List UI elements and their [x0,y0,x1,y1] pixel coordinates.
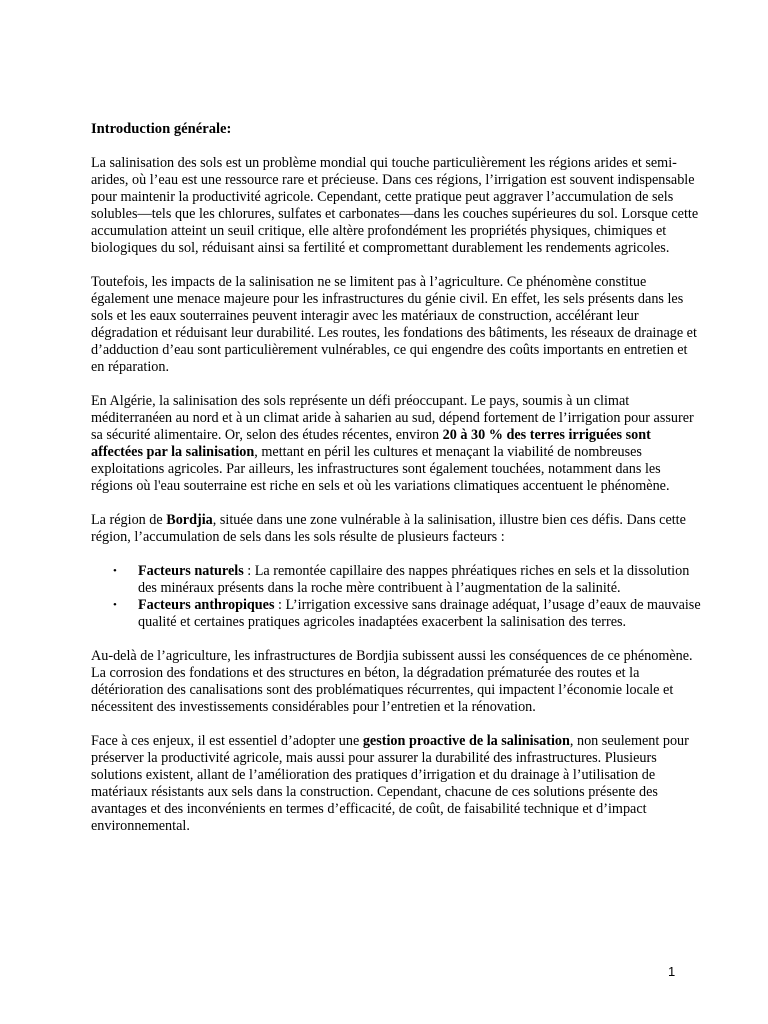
paragraph-management-text-b: , non seulement pour préserver la productivité agricole, mais aussi pour assurer la durabilité des infrastructures. Plusieurs solutions existent, allant de l’amélioration des pratiques d’irrigation et du drainage à l’utilisation de matériaux résistants aux sels dans la construction. Cependant, chacune de ces solutions présente des avantages et des inconvénients en termes d’efficacité, de coût, de faisabilité technique et d’impact environnemental. [91,733,689,834]
paragraph-algeria-bold: 20 à 30 % des terres irriguées sont affectées par la salinisation [91,427,651,460]
paragraph-algeria-text-b: , mettant en péril les cultures et menaçant la viabilité de nombreuses exploitations agricoles. Par ailleurs, les infrastructures sont également touchées, notamment dans les régions où l'eau souterraine est riche en sels et où les variations climatiques accentuent le phénomène. [91,444,670,494]
factor-item-natural [91,563,703,597]
paragraph-proactive-management [91,733,703,835]
factors-list [91,563,703,631]
bullet-icon: • [113,565,117,577]
paragraph-algeria-text-a: En Algérie, la salinisation des sols représente un défi préoccupant. Le pays, soumis à un climat méditerranéen au nord et à un climat aride à saharien au sud, dépend fortement de l’irrigation pour assurer sa sécurité alimentaire. Or, selon des études récentes, environ [91,393,694,443]
bullet-icon: • [113,599,117,611]
paragraph-bordjia-bold: Bordjia [166,512,213,528]
factor-item-anthropic [91,597,703,631]
paragraph-management-bold: gestion proactive de la salinisation [362,733,570,749]
paragraph-bordjia [91,512,703,546]
paragraph-algeria [91,393,703,495]
factor-text: : La remontée capillaire des nappes phréatiques riches en sels et la dissolution des minéraux présents dans la roche mère contribuent à l’augmentation de la salinité. [138,563,690,596]
page-number: 1 [668,964,676,979]
paragraph-bordjia-text-b: , située dans une zone vulnérable à la salinisation, illustre bien ces défis. Dans cette région, l’accumulation de sels dans les sols résulte de plusieurs facteurs : [91,512,686,545]
paragraph-bordjia-infrastructure: Au-delà de l’agriculture, les infrastructures de Bordjia subissent aussi les conséquences de ce phénomène. La corrosion des fondations et des structures en béton, la dégradation prématurée des routes et la détérioration des canalisations sont des problématiques récurrentes, qui impactent l’économie locale et nécessitent des investissements considérables pour l’entretien et la rénovation. [91,648,693,715]
factor-term: Facteurs naturels [138,563,244,579]
factor-term: Facteurs anthropiques [138,597,275,613]
paragraph-infrastructure-impacts: Toutefois, les impacts de la salinisation ne se limitent pas à l’agriculture. Ce phénomène constitue également une menace majeure pour les infrastructures du génie civil. En effet, les sels présents dans les sols et les eaux souterraines peuvent interagir avec les matériaux de construction, accélérant leur dégradation et réduisant leur durabilité. Les routes, les fondations des bâtiments, les réseaux de drainage et d’adduction d’eau sont particulièrement vulnérables, ce qui engendre des coûts importants en entretien et en réparation. [91,274,697,375]
factor-text: : L’irrigation excessive sans drainage adéquat, l’usage d’eaux de mauvaise qualité et certaines pratiques agricoles inadaptées exacerbent la salinisation des terres. [138,597,701,630]
paragraph-management-text-a: Face à ces enjeux, il est essentiel d’adopter une [91,733,363,749]
section-heading: Introduction générale: [91,121,232,137]
paragraph-salinisation-intro: La salinisation des sols est un problème mondial qui touche particulièrement les régions arides et semi-arides, où l’eau est une ressource rare et précieuse. Dans ces régions, l’irrigation est souvent indispensable pour maintenir la productivité agricole. Cependant, cette pratique peut aggraver l’accumulation de sels solubles—tels que les chlorures, sulfates et carbonates—dans les couches supérieures du sol. Lorsque cette accumulation atteint un seuil critique, elle altère profondément les propriétés physiques, chimiques et biologiques du sol, réduisant ainsi sa fertilité et compromettant durablement les rendements agricoles. [91,155,699,256]
paragraph-bordjia-text-a: La région de [91,512,167,528]
document-page [91,121,703,852]
